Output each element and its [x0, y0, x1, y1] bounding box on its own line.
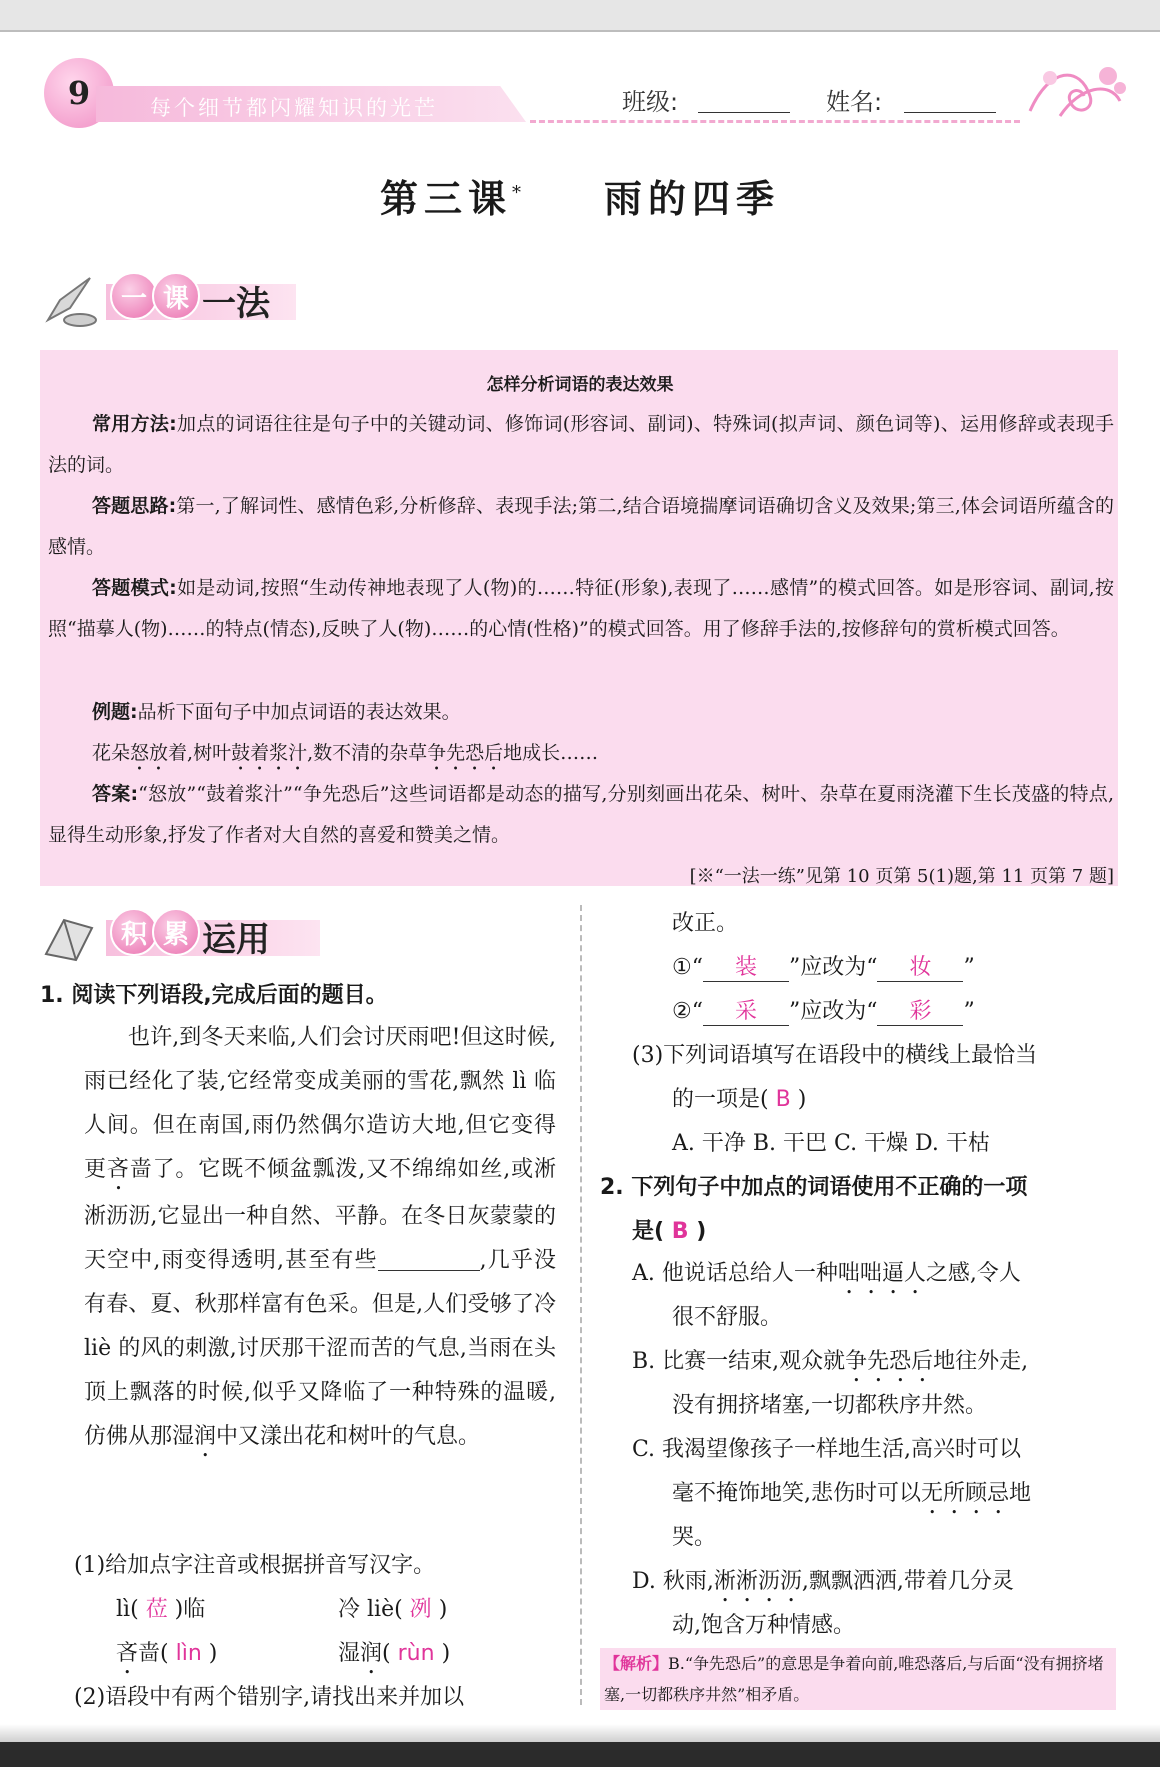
pinyin-item-li [116, 1592, 205, 1623]
lie-prefix: 冷 liè( [338, 1597, 403, 1622]
passage-part-2: 啬了。它既不倾盆瓢泼,又不绵绵如丝,或淅淅沥沥,它显出一种自然、平静。在冬日灰蒙蒙的天空中,雨变得透明,甚至有些 [84, 1157, 556, 1273]
passage-fill-blank[interactable] [378, 1248, 480, 1271]
class-label: 班级: [622, 88, 679, 116]
method-label-3: 答题模式: [92, 577, 177, 599]
bottom-shade [0, 1724, 1160, 1742]
option-a [632, 1256, 1021, 1299]
option-d-pre: D. 秋雨, [632, 1569, 714, 1594]
sub-question-2-cont: 改正。 [672, 911, 739, 936]
fix1-right: 妆 [877, 950, 963, 982]
option-d [632, 1564, 1014, 1607]
run-char: 润 [360, 1641, 383, 1666]
method-text-6: “怒放”“鼓着浆汁”“争先恐后”这些词语都是动态的描写,分别刻画出花朵、树叶、杂草在夏雨浇灌下生长茂盛的特点,显得生动形象,抒发了作者对大自然的喜爱和赞美之情。 [48, 783, 1114, 846]
passage-part-1: 也许,到冬天来临,人们会讨厌雨吧!但这时候,雨已经化了装,它经常变成美丽的雪花,飘然 lì 临人间。但在南国,雨仍然偶尔造访大地,但它变得更 [84, 1025, 556, 1182]
option-b-pre: B. 比赛一结束,观众就 [632, 1349, 846, 1374]
method-text-2: 第一,了解词性、感情色彩,分析修辞、表现手法;第二,结合语境揣摩词语确切含义及效果;第三,体会词语所蕴含的感情。 [48, 495, 1114, 558]
lie-suffix: ) [438, 1597, 448, 1622]
sub-question-3: (3)下列词语填写在语段中的横线上最恰当 [632, 1043, 1038, 1068]
reading-passage [84, 1016, 556, 1462]
example-sentence [48, 733, 1114, 775]
example-part-c: 着,树叶 [168, 742, 232, 764]
li-prefix: lì( [116, 1597, 139, 1622]
option-b [632, 1344, 1028, 1387]
example-dot-2: 鼓着浆汁 [231, 742, 308, 764]
correction-2 [672, 994, 975, 1026]
lesson-subtitle: 雨的四季 [603, 176, 780, 221]
fix2-wrong: 采 [703, 994, 789, 1026]
li-answer: 莅 [145, 1597, 168, 1622]
lin-rest: 啬( [138, 1641, 169, 1666]
pinyin-item-lin [116, 1636, 217, 1679]
pinyin-item-run [338, 1636, 450, 1679]
run-answer: rùn [397, 1641, 435, 1666]
method-title: 怎样分析词语的表达效果 [486, 375, 674, 395]
page-number: 9 [67, 74, 91, 112]
question-2-head: 2. 下列句子中加点的词语使用不正确的一项 [600, 1175, 1028, 1200]
option-c: C. 我渴望像孩子一样地生活,高兴时可以 [632, 1437, 1022, 1462]
analysis-text: B.“争先恐后”的意思是争着向前,唯恐落后,与后面“没有拥挤堵塞,一切都秩序井然”相矛盾。 [604, 1654, 1104, 1704]
analysis-tag: 【解析】 [604, 1654, 669, 1673]
example-dot-3: 争先恐后 [427, 742, 504, 764]
section-heading-practice [40, 906, 300, 958]
analysis-box [600, 1648, 1116, 1710]
sub-question-2: (2)语段中有两个错别字,请找出来并加以 [74, 1685, 465, 1710]
section-heading-method [40, 270, 300, 322]
sub-question-1: (1)给加点字注音或根据拼音写汉字。 [74, 1553, 436, 1578]
method-paragraph-2 [48, 486, 1114, 568]
li-suffix: )临 [174, 1597, 206, 1622]
method-label-2: 答题思路: [92, 495, 177, 517]
method-text-4: 品析下面句子中加点词语的表达效果。 [137, 701, 461, 723]
bottom-frame [0, 1742, 1160, 1767]
option-c-cont-2: 哭。 [672, 1525, 717, 1550]
passage-part-3: ,几乎没有春、夏、秋那样富有色采。但是,人们受够了冷 liè 的风的刺激,讨厌那干涩而苦的气息,当雨在头顶上飘落的时候,似乎又降临了一种特殊的温暖,仿佛从那湿 [84, 1248, 556, 1449]
fix1-pre: ①“ [672, 955, 703, 980]
passage-part-4: 中又漾出花和树叶的气息。 [216, 1424, 481, 1449]
method-label-4: 例题: [92, 701, 138, 723]
method-label-6: 答案: [92, 783, 139, 805]
bubble-2: 课 [152, 272, 200, 320]
reference-note: [※“一法一练”见第 10 页第 5(1)题,第 11 页第 7 题] [689, 866, 1114, 887]
fix1-mid: ”应改为“ [788, 955, 878, 980]
passage-dot-1: 吝 [106, 1157, 130, 1182]
motto-text: 每个细节都闪耀知识的光芒 [150, 96, 438, 120]
sub-question-3-options: A. 干净 B. 干巴 C. 干燥 D. 干枯 [672, 1131, 990, 1156]
example-dot-1: 怒放 [130, 742, 169, 764]
option-d-cont: 动,饱含万种情感。 [672, 1613, 855, 1638]
bubble-2: 累 [152, 908, 200, 956]
name-blank[interactable] [904, 112, 996, 113]
method-paragraph-4 [48, 692, 1114, 733]
lin-suffix: ) [208, 1641, 218, 1666]
section-word: 一法 [202, 284, 270, 324]
option-a-post: 之感,令人 [925, 1261, 1021, 1286]
sub3-answer: B [775, 1087, 791, 1112]
fix1-end: ” [963, 955, 975, 980]
option-a-dot: 咄咄逼人 [837, 1261, 926, 1286]
fix2-right: 彩 [877, 994, 963, 1026]
option-a-cont: 很不舒服。 [672, 1305, 783, 1330]
method-paragraph-1 [48, 404, 1114, 486]
name-label: 姓名: [826, 88, 883, 116]
bubble-1: 积 [110, 908, 158, 956]
quill-icon [40, 270, 100, 330]
option-d-dot: 淅淅沥沥 [713, 1569, 802, 1594]
method-text-1: 加点的词语往往是句子中的关键动词、修饰词(形容词、副词)、特殊词(拟声词、颜色词等)、运用修辞或表现手法的词。 [48, 413, 1114, 476]
pinyin-item-lie [338, 1592, 447, 1623]
method-label-1: 常用方法: [92, 413, 177, 435]
q2-head-b: 是( [632, 1219, 665, 1244]
run-suffix: ) [441, 1641, 451, 1666]
section-word: 运用 [202, 920, 270, 960]
flower-ornament-icon [1020, 56, 1130, 126]
option-c-post: 地 [1009, 1481, 1032, 1506]
column-divider [580, 905, 582, 1705]
correction-1 [672, 950, 975, 982]
lin-answer: lìn [175, 1641, 202, 1666]
passage-dot-2: 润 [194, 1424, 217, 1449]
lin-char: 吝 [116, 1641, 139, 1666]
q2-answer: B [671, 1219, 689, 1244]
sub3-b: 的一项是( [672, 1087, 769, 1112]
lie-answer: 冽 [409, 1597, 432, 1622]
lesson-title [0, 168, 1160, 223]
question-2-head-cont [632, 1214, 706, 1245]
fix1-wrong: 装 [703, 950, 789, 982]
class-blank[interactable] [698, 112, 790, 113]
bubble-1: 一 [110, 272, 158, 320]
option-b-cont: 没有拥挤堵塞,一切都秩序井然。 [672, 1393, 987, 1418]
run-pre: 湿 [338, 1641, 361, 1666]
sub-question-3-cont [672, 1082, 806, 1113]
example-part-g: 地成长…… [503, 742, 599, 764]
fix2-mid: ”应改为“ [788, 999, 878, 1024]
option-b-post: 地往外走, [933, 1349, 1029, 1374]
option-a-pre: A. 他说话总给人一种 [632, 1261, 838, 1286]
option-c-cont [672, 1476, 1031, 1519]
option-c-pre: 毫不掩饰地笑,悲伤时可以 [672, 1481, 921, 1506]
run-mid: ( [382, 1641, 391, 1666]
question-1-head: 1. 阅读下列语段,完成后面的题目。 [40, 983, 388, 1008]
fix2-pre: ②“ [672, 999, 703, 1024]
q2-head-end: ) [696, 1219, 707, 1244]
example-part-e: ,数不清的杂草 [307, 742, 428, 764]
example-part-a: 花朵 [92, 742, 131, 764]
book-icon [40, 906, 100, 966]
lesson-number: 第三课 [380, 176, 513, 221]
top-frame [0, 0, 1160, 30]
option-b-dot: 争先恐后 [845, 1349, 934, 1374]
method-answer [48, 774, 1114, 856]
option-c-dot: 无所顾忌 [921, 1481, 1010, 1506]
method-text-3: 如是动词,按照“生动传神地表现了人(物)的……特征(形象),表现了……感情”的模式回答。如是形容词、副词,按照“描摹人(物)……的特点(情态),反映了人(物)……的心情(性格)”的模式回答。用了修辞手法的,按修辞句的赏析模式回答。 [48, 577, 1114, 640]
top-frame-line [0, 30, 1160, 32]
method-paragraph-3 [48, 568, 1114, 650]
fix2-end: ” [963, 999, 975, 1024]
sub3-end: ) [797, 1087, 807, 1112]
lesson-mark: * [512, 182, 528, 204]
option-d-post: ,飘飘洒洒,带着几分灵 [801, 1569, 1014, 1594]
header-dash-line [530, 120, 1020, 123]
